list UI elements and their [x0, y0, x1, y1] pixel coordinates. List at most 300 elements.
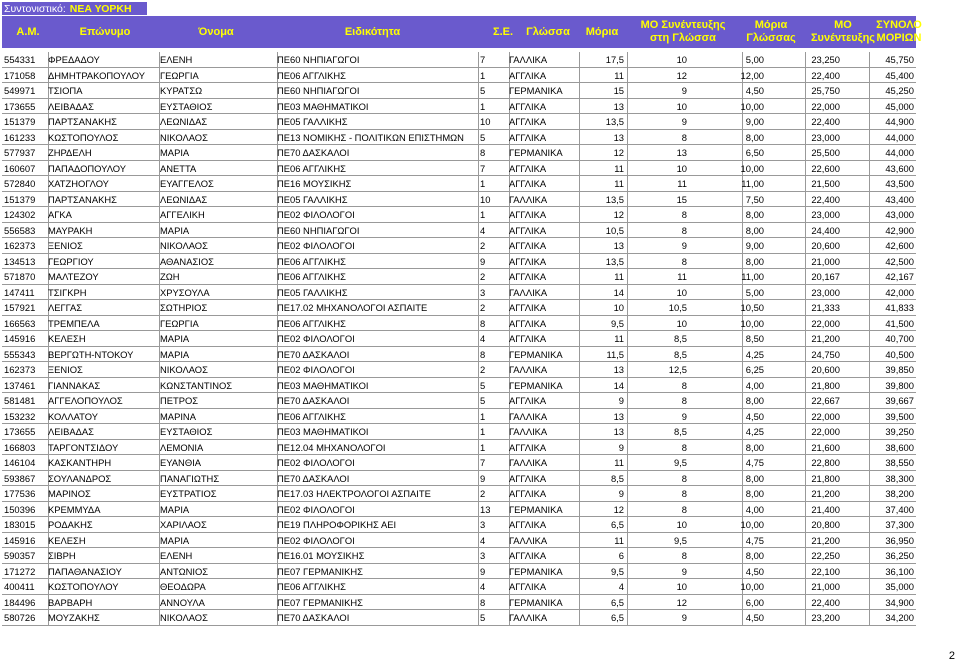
cell-specialty: ΠΕ02 ΦΙΛΟΛΟΓΟΙ — [277, 364, 355, 375]
cell-specialty: ΠΕ19 ΠΛΗΡΟΦΟΡΙΚΗΣ ΑΕΙ — [277, 519, 397, 530]
cell-interview-lang-avg: 10 — [676, 317, 687, 329]
cell-am: 150396 — [4, 503, 36, 515]
cell-specialty: ΠΕ07 ΓΕΡΜΑΝΙΚΗΣ — [277, 565, 363, 577]
cell-am: 151379 — [4, 116, 36, 127]
cell-total-points: 45,250 — [885, 85, 914, 96]
cell-total-points: 34,200 — [885, 612, 914, 623]
cell-specialty: ΠΕ06 ΑΓΓΛΙΚΗΣ — [277, 317, 346, 329]
cell-surname: ΡΟΔΑΚΗΣ — [48, 519, 93, 530]
table-row — [2, 254, 916, 270]
cell-name: ΜΑΡΙΑ — [160, 147, 190, 158]
cell-name: ΜΑΡΙΑ — [160, 333, 190, 344]
cell-language-points: 8,00 — [745, 131, 764, 143]
cell-interview-avg: 21,200 — [811, 333, 840, 344]
cell-specialty: ΠΕ07 ΓΕΡΜΑΝΙΚΗΣ — [277, 596, 363, 608]
cell-points: 11 — [614, 333, 624, 344]
cell-language: ΓΑΛΛΙΚΑ — [509, 54, 548, 65]
cell-surname: ΜΟΥΖΑΚΗΣ — [48, 612, 100, 623]
table-row — [2, 409, 916, 425]
cell-interview-lang-avg: 9 — [681, 612, 687, 623]
cell-language: ΑΓΓΛΙΚΑ — [509, 395, 547, 406]
cell-surname: ΞΕΝΙΟΣ — [48, 364, 83, 375]
cell-interview-lang-avg: 9 — [681, 116, 687, 127]
cell-language-points: 10,50 — [740, 302, 764, 313]
cell-interview-lang-avg: 8,5 — [673, 333, 687, 344]
cell-interview-lang-avg: 8 — [681, 131, 687, 143]
table-row — [2, 161, 916, 177]
cell-name: ΜΑΡΙΑ — [160, 224, 190, 236]
table-row — [2, 393, 916, 409]
cell-am: 162373 — [4, 364, 36, 375]
header-points: Μόρια — [585, 25, 619, 38]
header-total-points: ΣΥΝΟΛΟ ΜΟΡΙΩΝ — [876, 19, 922, 44]
cell-am: 145916 — [4, 534, 36, 546]
table-row — [2, 331, 916, 347]
table-row — [2, 300, 916, 316]
cell-language: ΑΓΓΛΙΚΑ — [509, 441, 547, 453]
cell-surname: ΛΕΙΒΑΔΑΣ — [48, 100, 94, 112]
cell-specialty: ΠΕ70 ΔΑΣΚΑΛΟΙ — [277, 395, 350, 406]
cell-se: 8 — [480, 147, 486, 158]
cell-total-points: 39,667 — [885, 395, 914, 406]
cell-interview-lang-avg: 12,5 — [668, 364, 687, 375]
table-row — [2, 347, 916, 363]
cell-surname: ΚΩΣΤΟΠΟΥΛΟΣ — [48, 131, 119, 143]
cell-surname: ΚΩΣΤΟΠΟΥΛΟΥ — [48, 581, 119, 592]
cell-interview-lang-avg: 8 — [681, 224, 687, 236]
cell-interview-avg: 22,000 — [811, 426, 840, 437]
header-name: Όνομα — [198, 25, 234, 38]
table-row — [2, 471, 916, 487]
cell-points: 11 — [614, 271, 624, 282]
cell-interview-avg: 20,167 — [811, 271, 840, 282]
cell-points: 13 — [613, 364, 624, 375]
cell-total-points: 44,000 — [885, 131, 914, 143]
cell-surname: ΒΑΡΒΑΡΗ — [48, 596, 93, 608]
cell-surname: ΠΑΠΑΘΑΝΑΣΙΟΥ — [48, 565, 122, 577]
cell-language: ΓΕΡΜΑΝΙΚΑ — [509, 348, 563, 360]
cell-total-points: 36,250 — [885, 550, 914, 561]
cell-language: ΑΓΓΛΙΚΑ — [509, 116, 547, 127]
cell-se: 2 — [480, 240, 486, 251]
cell-surname: ΛΕΓΓΑΣ — [48, 302, 83, 313]
cell-points: 8,5 — [610, 472, 624, 484]
cell-specialty: ΠΕ12.04 ΜΗΧΑΝΟΛΟΓΟΙ — [277, 441, 386, 453]
cell-surname: ΒΕΡΓΩΤΗ-ΝΤΟΚΟΥ — [48, 348, 134, 360]
cell-surname: ΧΑΤΖΗΟΓΛΟΥ — [48, 178, 109, 189]
table-row — [2, 533, 916, 549]
cell-total-points: 44,900 — [885, 116, 914, 127]
cell-language: ΑΓΓΛΙΚΑ — [509, 162, 547, 174]
cell-interview-avg: 25,750 — [811, 85, 840, 96]
cell-language: ΑΓΓΛΙΚΑ — [509, 333, 547, 344]
cell-language: ΑΓΓΛΙΚΑ — [509, 240, 547, 251]
cell-se: 5 — [480, 85, 486, 96]
cell-interview-lang-avg: 10 — [676, 581, 687, 592]
cell-am: 171058 — [4, 69, 36, 81]
cell-total-points: 42,000 — [885, 286, 914, 298]
cell-language: ΑΓΓΛΙΚΑ — [509, 519, 547, 530]
header-specialty: Ειδικότητα — [344, 25, 401, 38]
cell-total-points: 39,850 — [885, 364, 914, 375]
table-row — [2, 455, 916, 471]
table-row — [2, 316, 916, 332]
cell-points: 13 — [613, 131, 624, 143]
cell-surname: ΠΑΡΤΣΑΝΑΚΗΣ — [48, 116, 117, 127]
cell-surname: ΑΓΚΑ — [48, 209, 72, 220]
table-row — [2, 548, 916, 564]
cell-se: 10 — [480, 116, 491, 127]
table-row — [2, 610, 916, 626]
cell-am: 177536 — [4, 488, 36, 499]
cell-name: ΑΝΝΟΥΛΑ — [160, 596, 205, 608]
cell-specialty: ΠΕ60 ΝΗΠΙΑΓΩΓΟΙ — [277, 54, 360, 65]
cell-se: 2 — [480, 364, 486, 375]
table-row — [2, 99, 916, 115]
cell-points: 11 — [614, 457, 624, 468]
cell-total-points: 38,200 — [885, 488, 914, 499]
cell-specialty: ΠΕ70 ΔΑΣΚΑΛΟΙ — [277, 147, 350, 158]
cell-interview-avg: 21,800 — [811, 379, 840, 391]
cell-am: 555343 — [4, 348, 36, 360]
cell-am: 184496 — [4, 596, 36, 608]
cell-interview-lang-avg: 10 — [676, 519, 687, 530]
cell-interview-lang-avg: 8 — [681, 488, 687, 499]
cell-name: ΛΕΩΝΙΔΑΣ — [160, 193, 208, 205]
cell-points: 11,5 — [606, 348, 624, 360]
cell-language-points: 6,00 — [745, 596, 764, 608]
cell-interview-avg: 22,400 — [811, 193, 840, 205]
cell-interview-avg: 24,400 — [811, 224, 840, 236]
cell-name: ΠΕΤΡΟΣ — [160, 395, 199, 406]
cell-am: 577937 — [4, 147, 36, 158]
cell-interview-avg: 22,400 — [811, 69, 840, 81]
table-row — [2, 223, 916, 239]
cell-interview-avg: 20,600 — [811, 364, 840, 375]
cell-name: ΣΩΤΗΡΙΟΣ — [160, 302, 208, 313]
cell-points: 17,5 — [605, 54, 624, 65]
cell-se: 7 — [480, 457, 486, 468]
cell-am: 183015 — [4, 519, 36, 530]
cell-interview-avg: 22,400 — [811, 116, 840, 127]
cell-surname: ΖΗΡΔΕΛΗ — [48, 147, 92, 158]
cell-se: 1 — [480, 100, 486, 112]
table-row — [2, 238, 916, 254]
cell-am: 400411 — [4, 581, 35, 592]
cell-specialty: ΠΕ17.02 ΜΗΧΑΝΟΛΟΓΟΙ ΑΣΠΑΙΤΕ — [277, 302, 428, 313]
cell-interview-avg: 23,000 — [811, 209, 840, 220]
cell-language-points: 8,00 — [745, 255, 764, 267]
cell-total-points: 36,100 — [885, 565, 914, 577]
cell-language: ΑΓΓΛΙΚΑ — [509, 271, 547, 282]
cell-points: 6 — [618, 550, 624, 561]
cell-se: 9 — [480, 565, 486, 577]
cell-language-points: 10,00 — [740, 519, 764, 530]
cell-surname: ΚΟΛΛΑΤΟΥ — [48, 410, 98, 422]
cell-points: 13 — [613, 426, 624, 437]
cell-name: ΛΕΩΝΙΔΑΣ — [160, 116, 208, 127]
cell-am: 161233 — [4, 131, 36, 143]
cell-am: 166563 — [4, 317, 36, 329]
cell-points: 9 — [618, 488, 624, 499]
cell-language-points: 4,75 — [745, 457, 764, 468]
table-row — [2, 378, 916, 394]
cell-name: ΚΩΝΣΤΑΝΤΙΝΟΣ — [160, 379, 233, 391]
cell-interview-avg: 22,667 — [811, 395, 840, 406]
table-row — [2, 595, 916, 611]
cell-language: ΓΕΡΜΑΝΙΚΑ — [509, 503, 563, 515]
cell-interview-avg: 21,600 — [811, 441, 840, 453]
cell-interview-lang-avg: 12 — [676, 596, 687, 608]
cell-name: ΑΓΓΕΛΙΚΗ — [160, 209, 205, 220]
table-row — [2, 68, 916, 84]
header-surname: Επώνυμο — [79, 25, 131, 38]
cell-surname: ΦΡΕΔΑΔΟΥ — [48, 54, 100, 65]
cell-se: 8 — [480, 596, 486, 608]
cell-name: ΓΕΩΡΓΙΑ — [160, 69, 199, 81]
cell-surname: ΠΑΠΑΔΟΠΟΥΛΟΥ — [48, 162, 127, 174]
cell-se: 8 — [480, 317, 486, 329]
cell-am: 151379 — [4, 193, 36, 205]
cell-total-points: 38,300 — [885, 472, 914, 484]
cell-specialty: ΠΕ03 ΜΑΘΗΜΑΤΙΚΟΙ — [277, 379, 369, 391]
cell-language: ΑΓΓΛΙΚΑ — [509, 581, 547, 592]
cell-language-points: 4,25 — [745, 348, 764, 360]
cell-language-points: 5,00 — [745, 286, 764, 298]
cell-language: ΓΑΛΛΙΚΑ — [509, 410, 548, 422]
cell-name: ΜΑΡΙΝΑ — [160, 410, 196, 422]
table-row — [2, 362, 916, 378]
cell-se: 5 — [480, 395, 486, 406]
cell-language: ΑΓΓΛΙΚΑ — [509, 550, 547, 561]
cell-interview-lang-avg: 9,5 — [673, 457, 687, 468]
cell-language-points: 6,25 — [745, 364, 764, 375]
cell-total-points: 39,250 — [885, 426, 914, 437]
cell-name: ΚΥΡΑΤΣΩ — [160, 85, 203, 96]
table-row — [2, 285, 916, 301]
cell-se: 7 — [480, 54, 486, 65]
cell-language: ΓΑΛΛΙΚΑ — [509, 426, 548, 437]
cell-name: ΝΙΚΟΛΑΟΣ — [160, 240, 208, 251]
cell-interview-avg: 21,200 — [811, 488, 840, 499]
cell-se: 13 — [480, 503, 491, 515]
cell-points: 6,5 — [610, 612, 624, 623]
cell-total-points: 39,500 — [885, 410, 914, 422]
cell-total-points: 45,400 — [885, 69, 914, 81]
cell-specialty: ΠΕ02 ΦΙΛΟΛΟΓΟΙ — [277, 240, 355, 251]
cell-total-points: 43,500 — [885, 178, 914, 189]
cell-se: 1 — [480, 209, 486, 220]
cell-interview-avg: 23,000 — [811, 286, 840, 298]
cell-se: 10 — [480, 193, 491, 205]
cell-interview-avg: 22,800 — [811, 457, 840, 468]
cell-name: ΑΝΕΤΤΑ — [160, 162, 197, 174]
cell-language: ΓΑΛΛΙΚΑ — [509, 457, 548, 468]
cell-interview-lang-avg: 8 — [681, 550, 687, 561]
cell-name: ΕΥΣΤΡΑΤΙΟΣ — [160, 488, 217, 499]
cell-points: 6,5 — [610, 596, 624, 608]
cell-am: 153232 — [4, 410, 36, 422]
cell-se: 5 — [480, 612, 486, 623]
cell-surname: ΤΣΙΓΚΡΗ — [48, 286, 87, 298]
cell-interview-avg: 21,500 — [811, 178, 840, 189]
cell-points: 11 — [614, 178, 624, 189]
cell-name: ΠΑΝΑΓΙΩΤΗΣ — [160, 472, 220, 484]
cell-points: 11 — [614, 69, 624, 81]
coordinator-bar — [2, 2, 147, 15]
cell-surname: ΣΟΥΛΑΝΔΡΟΣ — [48, 472, 112, 484]
cell-points: 13,5 — [605, 116, 624, 127]
cell-language-points: 8,00 — [745, 441, 764, 453]
cell-total-points: 39,800 — [885, 379, 914, 391]
cell-specialty: ΠΕ02 ΦΙΛΟΛΟΓΟΙ — [277, 333, 355, 344]
cell-language-points: 8,00 — [745, 488, 764, 499]
cell-am: 572840 — [4, 178, 36, 189]
cell-se: 4 — [480, 333, 486, 344]
cell-se: 1 — [480, 410, 486, 422]
cell-points: 9,5 — [610, 565, 624, 577]
cell-se: 1 — [480, 69, 486, 81]
cell-language: ΓΑΛΛΙΚΑ — [509, 612, 548, 623]
cell-total-points: 40,700 — [885, 333, 914, 344]
cell-interview-avg: 22,600 — [811, 162, 840, 174]
cell-surname: ΤΑΡΓΟΝΤΣΙΔΟΥ — [48, 441, 119, 453]
cell-specialty: ΠΕ03 ΜΑΘΗΜΑΤΙΚΟΙ — [277, 100, 369, 112]
cell-points: 12 — [613, 147, 624, 158]
cell-interview-lang-avg: 10,5 — [668, 302, 687, 313]
cell-language: ΓΑΛΛΙΚΑ — [509, 364, 548, 375]
cell-total-points: 38,600 — [885, 441, 914, 453]
cell-interview-avg: 22,100 — [811, 565, 840, 577]
cell-total-points: 43,600 — [885, 162, 914, 174]
table-row — [2, 269, 916, 285]
cell-se: 9 — [480, 255, 486, 267]
cell-total-points: 45,750 — [885, 54, 914, 65]
cell-interview-lang-avg: 8,5 — [673, 426, 687, 437]
cell-se: 2 — [480, 302, 486, 313]
cell-language-points: 9,00 — [745, 240, 764, 251]
cell-language-points: 10,00 — [740, 581, 764, 592]
cell-specialty: ΠΕ06 ΑΓΓΛΙΚΗΣ — [277, 271, 346, 282]
cell-am: 554331 — [4, 54, 36, 65]
cell-points: 11 — [614, 534, 624, 546]
cell-am: 171272 — [4, 565, 36, 577]
cell-total-points: 41,833 — [885, 302, 914, 313]
cell-total-points: 37,400 — [885, 503, 914, 515]
cell-interview-lang-avg: 8 — [681, 379, 687, 391]
cell-se: 4 — [480, 224, 486, 236]
cell-interview-lang-avg: 10 — [676, 162, 687, 174]
cell-name: ΜΑΡΙΑ — [160, 534, 190, 546]
cell-language: ΑΓΓΛΙΚΑ — [509, 472, 547, 484]
cell-total-points: 43,000 — [885, 209, 914, 220]
cell-specialty: ΠΕ05 ΓΑΛΛΙΚΗΣ — [277, 193, 348, 205]
cell-interview-avg: 21,800 — [811, 472, 840, 484]
cell-interview-lang-avg: 9 — [681, 85, 687, 96]
cell-interview-avg: 22,000 — [811, 317, 840, 329]
cell-am: 146104 — [4, 457, 36, 468]
cell-name: ΕΥΑΝΘΙΑ — [160, 457, 201, 468]
cell-points: 9 — [618, 441, 624, 453]
cell-se: 3 — [480, 286, 486, 298]
cell-am: 134513 — [4, 255, 36, 267]
cell-language-points: 8,00 — [745, 472, 764, 484]
cell-language-points: 11,00 — [741, 178, 764, 189]
cell-name: ΝΙΚΟΛΑΟΣ — [160, 612, 208, 623]
header-interview-avg: ΜΟ Συνέντευξης — [810, 19, 876, 44]
cell-am: 162373 — [4, 240, 36, 251]
cell-surname: ΚΡΕΜΜΥΔΑ — [48, 503, 101, 515]
cell-language-points: 8,00 — [745, 224, 764, 236]
cell-total-points: 41,500 — [885, 317, 914, 329]
cell-language: ΓΑΛΛΙΚΑ — [509, 193, 548, 205]
cell-se: 2 — [480, 271, 486, 282]
cell-interview-avg: 23,200 — [811, 612, 840, 623]
cell-surname: ΜΑΥΡΑΚΗ — [48, 224, 93, 236]
cell-am: 571870 — [4, 271, 36, 282]
cell-points: 9,5 — [610, 317, 624, 329]
cell-am: 166803 — [4, 441, 36, 453]
cell-specialty: ΠΕ06 ΑΓΓΛΙΚΗΣ — [277, 162, 346, 174]
cell-specialty: ΠΕ05 ΓΑΛΛΙΚΗΣ — [277, 116, 348, 127]
cell-name: ΧΑΡΙΛΑΟΣ — [160, 519, 207, 530]
cell-surname: ΣΙΒΡΗ — [48, 550, 76, 561]
table-row — [2, 176, 916, 192]
cell-points: 13 — [613, 100, 624, 112]
cell-name: ΓΕΩΡΓΙΑ — [160, 317, 199, 329]
cell-total-points: 37,300 — [885, 519, 914, 530]
cell-am: 145916 — [4, 333, 36, 344]
cell-name: ΘΕΟΔΩΡΑ — [160, 581, 206, 592]
cell-points: 15 — [613, 85, 624, 96]
table-row — [2, 192, 916, 208]
cell-points: 13,5 — [605, 255, 624, 267]
cell-language: ΑΓΓΛΙΚΑ — [509, 317, 547, 329]
cell-interview-lang-avg: 8 — [681, 472, 687, 484]
cell-name: ΝΙΚΟΛΑΟΣ — [160, 131, 208, 143]
cell-interview-lang-avg: 10 — [676, 286, 687, 298]
cell-language: ΓΕΡΜΑΝΙΚΑ — [509, 379, 563, 391]
cell-language-points: 8,00 — [745, 550, 764, 561]
cell-language: ΑΓΓΛΙΚΑ — [509, 69, 547, 81]
table-row — [2, 52, 916, 68]
cell-interview-lang-avg: 9,5 — [673, 534, 687, 546]
cell-specialty: ΠΕ70 ΔΑΣΚΑΛΟΙ — [277, 472, 350, 484]
cell-language-points: 11,00 — [741, 271, 764, 282]
cell-interview-avg: 21,000 — [811, 581, 840, 592]
cell-points: 14 — [613, 379, 624, 391]
cell-name: ΛΕΜΟΝΙΑ — [160, 441, 204, 453]
cell-interview-lang-avg: 12 — [676, 69, 687, 81]
cell-specialty: ΠΕ02 ΦΙΛΟΛΟΓΟΙ — [277, 503, 355, 515]
cell-total-points: 34,900 — [885, 596, 914, 608]
cell-interview-avg: 20,600 — [811, 240, 840, 251]
cell-total-points: 38,550 — [885, 457, 914, 468]
cell-language: ΑΓΓΛΙΚΑ — [509, 178, 547, 189]
cell-specialty: ΠΕ02 ΦΙΛΟΛΟΓΟΙ — [277, 457, 355, 468]
cell-points: 6,5 — [610, 519, 624, 530]
coordinator-label: Συντονιστικό: — [4, 2, 66, 15]
cell-interview-lang-avg: 10 — [676, 54, 687, 65]
cell-total-points: 43,400 — [885, 193, 914, 205]
cell-interview-lang-avg: 10 — [676, 100, 687, 112]
cell-se: 9 — [480, 472, 486, 484]
cell-language-points: 4,50 — [745, 612, 764, 623]
cell-points: 13 — [613, 410, 624, 422]
table-row — [2, 83, 916, 99]
cell-name: ΝΙΚΟΛΑΟΣ — [160, 364, 208, 375]
cell-language-points: 10,00 — [740, 100, 764, 112]
